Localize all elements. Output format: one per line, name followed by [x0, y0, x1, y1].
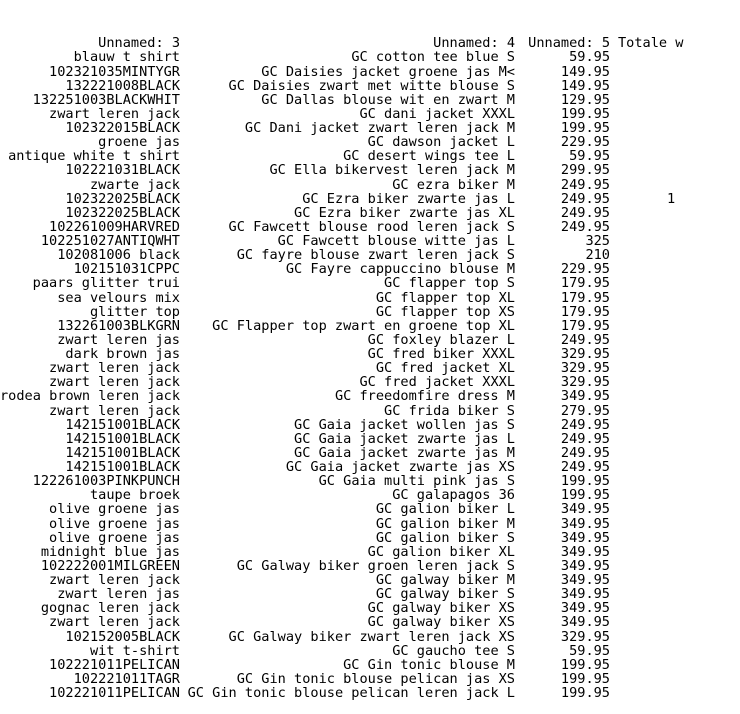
table-row — [0, 248, 680, 262]
cell-unnamed-3: olive groene jas — [49, 529, 180, 546]
cell-unnamed-3: wit t-shirt — [89, 642, 180, 659]
cell-unnamed-4: GC dani jacket XXXL — [359, 105, 515, 122]
cell-unnamed-3: zwart leren jas — [57, 331, 180, 348]
cell-unnamed-5: 329.95 — [560, 346, 610, 362]
cell-unnamed-3: 132221008BLACK — [65, 77, 180, 94]
cell-unnamed-5: 349.95 — [560, 388, 610, 405]
cell-unnamed-3: sea velours mix — [57, 289, 180, 306]
cell-unnamed-5: 249.95 — [560, 176, 610, 193]
cell-unnamed-3: 142151001BLACK — [65, 430, 180, 447]
cell-unnamed-3: 132251003BLACKWHIT — [32, 91, 180, 108]
cell-unnamed-3: 102152005BLACK — [65, 628, 180, 645]
dataframe-table — [0, 35, 684, 701]
cell-unnamed-4: GC Galway biker groen leren jack S — [236, 557, 515, 574]
cell-unnamed-5: 349.95 — [560, 515, 610, 532]
cell-unnamed-4: GC ezra biker M — [392, 176, 515, 193]
cell-unnamed-4: GC Gaia multi pink jas S — [318, 473, 515, 490]
cell-unnamed-3: 102221011TAGR — [73, 670, 180, 687]
cell-unnamed-4: GC Ezra biker zwarte jas L — [302, 190, 515, 207]
table-row — [0, 573, 680, 587]
table-row — [0, 545, 680, 559]
table-row — [0, 658, 680, 672]
table-row — [0, 262, 680, 276]
cell-unnamed-5: 249.95 — [560, 331, 610, 348]
cell-unnamed-5: 129.95 — [560, 91, 610, 108]
cell-unnamed-5: 249.95 — [560, 459, 610, 475]
table-row — [0, 375, 680, 389]
column-header-unnamed-4: Unnamed: 4 — [433, 35, 515, 52]
cell-unnamed-4: GC flapper top XS — [375, 303, 515, 320]
cell-unnamed-5: 199.95 — [560, 120, 610, 136]
cell-unnamed-4: GC Gaia jacket zwarte jas M — [294, 444, 515, 461]
cell-unnamed-3: 102251027ANTIQWHT — [40, 233, 180, 249]
cell-unnamed-4: GC galion biker S — [375, 529, 515, 546]
cell-unnamed-3: groene jas — [98, 134, 180, 151]
cell-unnamed-3: 142151001BLACK — [65, 416, 180, 433]
cell-unnamed-5: 179.95 — [560, 303, 610, 320]
column-header-unnamed-5: Unnamed: 5 — [528, 35, 610, 52]
table-row — [0, 93, 680, 107]
table-row — [0, 474, 680, 488]
cell-unnamed-5: 249.95 — [560, 218, 610, 235]
table-row — [0, 587, 680, 601]
cell-unnamed-3: zwart leren jack — [49, 374, 180, 391]
cell-unnamed-5: 59.95 — [569, 49, 610, 66]
cell-unnamed-4: GC Fawcett blouse witte jas L — [277, 233, 515, 249]
cell-unnamed-3: 122261003PINKPUNCH — [32, 473, 180, 490]
cell-unnamed-4: GC Gaia jacket zwarte jas L — [294, 430, 515, 447]
cell-unnamed-3: rodea brown leren jack — [0, 388, 181, 405]
table-row — [0, 531, 680, 545]
cell-unnamed-5: 179.95 — [560, 275, 610, 292]
cell-unnamed-4: GC Dani jacket zwart leren jack M — [244, 120, 515, 136]
cell-unnamed-3: 142151001BLACK — [65, 444, 180, 461]
cell-unnamed-5: 349.95 — [560, 600, 610, 617]
table-row — [0, 446, 680, 460]
cell-unnamed-4: GC galway biker M — [375, 572, 515, 588]
table-row — [0, 206, 680, 220]
cell-unnamed-5: 349.95 — [560, 614, 610, 631]
cell-unnamed-5: 249.95 — [560, 190, 610, 207]
cell-unnamed-3: zwarte jack — [89, 176, 180, 193]
cell-unnamed-5: 349.95 — [560, 543, 610, 560]
cell-unnamed-5: 349.95 — [560, 501, 610, 518]
cell-unnamed-3: 102321035MINTYGR — [49, 63, 180, 80]
cell-unnamed-3: blauw t shirt — [73, 49, 180, 66]
cell-unnamed-4: GC fred jacket XL — [375, 360, 515, 377]
cell-unnamed-4: GC dawson jacket L — [367, 134, 515, 151]
cell-unnamed-4: GC galapagos 36 — [392, 487, 515, 504]
cell-unnamed-4: GC foxley blazer L — [367, 331, 515, 348]
table-row — [0, 601, 680, 615]
table-row — [0, 488, 680, 502]
table-row — [0, 404, 680, 418]
cell-unnamed-5: 299.95 — [560, 162, 610, 179]
cell-unnamed-5: 199.95 — [560, 105, 610, 122]
table-row — [0, 347, 680, 361]
cell-unnamed-5: 199.95 — [560, 473, 610, 490]
table-row — [0, 291, 680, 305]
cell-unnamed-5: 149.95 — [560, 63, 610, 80]
cell-unnamed-5: 199.95 — [560, 656, 610, 673]
cell-unnamed-4: GC fayre blouse zwart leren jack S — [236, 247, 515, 264]
cell-unnamed-3: 102222001MILGREEN — [40, 557, 180, 574]
cell-unnamed-3: glitter top — [89, 303, 180, 320]
cell-unnamed-4: GC freedomfire dress M — [334, 388, 515, 405]
cell-unnamed-3: midnight blue jas — [40, 543, 180, 560]
cell-unnamed-4: GC Gin tonic blouse pelican jas XS — [236, 670, 515, 687]
table-row — [0, 192, 680, 206]
cell-unnamed-3: olive groene jas — [49, 515, 180, 532]
cell-unnamed-5: 229.95 — [560, 134, 610, 151]
table-row — [0, 432, 680, 446]
cell-unnamed-3: 102322025BLACK — [65, 204, 180, 221]
cell-unnamed-5: 199.95 — [560, 487, 610, 504]
cell-unnamed-3: 102322025BLACK — [65, 190, 180, 207]
cell-unnamed-5: 229.95 — [560, 261, 610, 278]
cell-unnamed-5: 349.95 — [560, 586, 610, 603]
cell-unnamed-5: 349.95 — [560, 529, 610, 546]
cell-unnamed-5: 349.95 — [560, 572, 610, 588]
cell-unnamed-3: 102322015BLACK — [65, 120, 180, 136]
cell-unnamed-4: GC Gaia jacket wollen jas S — [294, 416, 515, 433]
table-row — [0, 460, 680, 474]
table-row — [0, 149, 680, 163]
table-row — [0, 418, 680, 432]
cell-unnamed-4: GC galion biker M — [375, 515, 515, 532]
cell-unnamed-5: 329.95 — [560, 360, 610, 377]
cell-unnamed-5: 199.95 — [560, 670, 610, 687]
table-row — [0, 361, 680, 375]
cell-unnamed-4: GC Galway biker zwart leren jack XS — [228, 628, 515, 645]
cell-unnamed-3: zwart leren jack — [49, 572, 180, 588]
cell-unnamed-3: dark brown jas — [65, 346, 180, 362]
cell-unnamed-3: 132261003BLKGRN — [57, 317, 180, 334]
cell-unnamed-4: GC Dallas blouse wit en zwart M — [261, 91, 515, 108]
cell-unnamed-3: olive groene jas — [49, 501, 180, 518]
cell-unnamed-4: GC Daisies jacket groene jas M< — [261, 63, 515, 80]
cell-unnamed-5: 249.95 — [560, 430, 610, 447]
cell-unnamed-5: 179.95 — [560, 317, 610, 334]
cell-unnamed-4: GC flapper top XL — [375, 289, 515, 306]
table-row — [0, 502, 680, 516]
table-row — [0, 615, 680, 629]
cell-unnamed-3: 102261009HARVRED — [49, 218, 180, 235]
cell-unnamed-3: 142151001BLACK — [65, 459, 180, 475]
table-row — [0, 630, 680, 644]
cell-unnamed-3: zwart leren jack — [49, 402, 180, 419]
cell-unnamed-4: GC frida biker S — [384, 402, 515, 419]
table-row — [0, 686, 680, 700]
table-row — [0, 333, 680, 347]
cell-unnamed-4: GC fred biker XXXL — [367, 346, 515, 362]
cell-unnamed-3: zwart leren jack — [49, 614, 180, 631]
cell-unnamed-5: 199.95 — [560, 685, 610, 701]
table-row — [0, 644, 680, 658]
cell-unnamed-5: 325 — [585, 233, 610, 249]
cell-unnamed-3: zwart leren jack — [49, 360, 180, 377]
cell-unnamed-5: 249.95 — [560, 204, 610, 221]
cell-unnamed-4: GC galway biker XS — [367, 614, 515, 631]
table-row — [0, 178, 680, 192]
cell-totale-w: 1 — [667, 190, 676, 207]
cell-unnamed-4: GC Ella bikervest leren jack M — [269, 162, 515, 179]
cell-unnamed-4: GC Fawcett blouse rood leren jack S — [228, 218, 515, 235]
cell-unnamed-5: 249.95 — [560, 416, 610, 433]
cell-unnamed-4: GC galway biker S — [375, 586, 515, 603]
cell-unnamed-4: GC desert wings tee L — [343, 148, 515, 165]
table-row — [0, 79, 680, 93]
cell-unnamed-3: antique white t shirt — [8, 148, 180, 165]
table-row — [0, 234, 680, 248]
table-row — [0, 135, 680, 149]
cell-unnamed-5: 329.95 — [560, 628, 610, 645]
table-row — [0, 107, 680, 121]
table-row — [0, 121, 680, 135]
cell-unnamed-3: 102221011PELICAN — [49, 656, 180, 673]
table-row — [0, 65, 680, 79]
header-row — [0, 35, 684, 52]
cell-unnamed-3: taupe broek — [89, 487, 180, 504]
cell-unnamed-4: GC flapper top S — [384, 275, 515, 292]
cell-unnamed-5: 59.95 — [569, 148, 610, 165]
cell-unnamed-5: 349.95 — [560, 557, 610, 574]
cell-unnamed-3: paars glitter trui — [32, 275, 180, 292]
table-row — [0, 672, 680, 686]
cell-unnamed-4: GC galion biker XL — [367, 543, 515, 560]
cell-unnamed-5: 179.95 — [560, 289, 610, 306]
cell-unnamed-4: GC Gin tonic blouse M — [343, 656, 515, 673]
table-row — [0, 163, 680, 177]
cell-unnamed-4: GC cotton tee blue S — [351, 49, 515, 66]
cell-unnamed-4: GC galway biker XS — [367, 600, 515, 617]
cell-unnamed-4: GC Flapper top zwart en groene top XL — [212, 317, 515, 334]
cell-unnamed-4: GC Daisies zwart met witte blouse S — [228, 77, 515, 94]
cell-unnamed-5: 59.95 — [569, 642, 610, 659]
cell-unnamed-3: 102221031BLACK — [65, 162, 180, 179]
table-row — [0, 276, 680, 290]
cell-unnamed-3: 102221011PELICAN — [49, 685, 180, 701]
cell-unnamed-4: GC Gin tonic blouse pelican leren jack L — [187, 685, 515, 701]
cell-unnamed-5: 249.95 — [560, 444, 610, 461]
table-row — [0, 220, 680, 234]
cell-unnamed-3: zwart leren jas — [57, 586, 180, 603]
column-header-totale-w: Totale w — [618, 35, 684, 52]
cell-unnamed-3: 102081006 black — [57, 247, 180, 264]
table-row — [0, 305, 680, 319]
cell-unnamed-5: 210 — [585, 247, 610, 264]
table-row — [0, 559, 680, 573]
cell-unnamed-5: 149.95 — [560, 77, 610, 94]
table-row — [0, 389, 680, 403]
cell-unnamed-4: GC fred jacket XXXL — [359, 374, 515, 391]
cell-unnamed-4: GC gaucho tee S — [392, 642, 515, 659]
cell-unnamed-4: GC Fayre cappuccino blouse M — [285, 261, 515, 278]
cell-unnamed-4: GC galion biker L — [375, 501, 515, 518]
cell-unnamed-4: GC Gaia jacket zwarte jas XS — [285, 459, 515, 475]
cell-unnamed-5: 329.95 — [560, 374, 610, 391]
cell-unnamed-3: 102151031CPPC — [73, 261, 180, 278]
column-header-unnamed-3: Unnamed: 3 — [98, 35, 180, 52]
table-row — [0, 517, 680, 531]
table-row — [0, 319, 680, 333]
table-row — [0, 50, 680, 64]
cell-unnamed-3: zwart leren jack — [49, 105, 180, 122]
cell-unnamed-5: 279.95 — [560, 402, 610, 419]
cell-unnamed-4: GC Ezra biker zwarte jas XL — [294, 204, 515, 221]
cell-unnamed-3: gognac leren jack — [40, 600, 180, 617]
